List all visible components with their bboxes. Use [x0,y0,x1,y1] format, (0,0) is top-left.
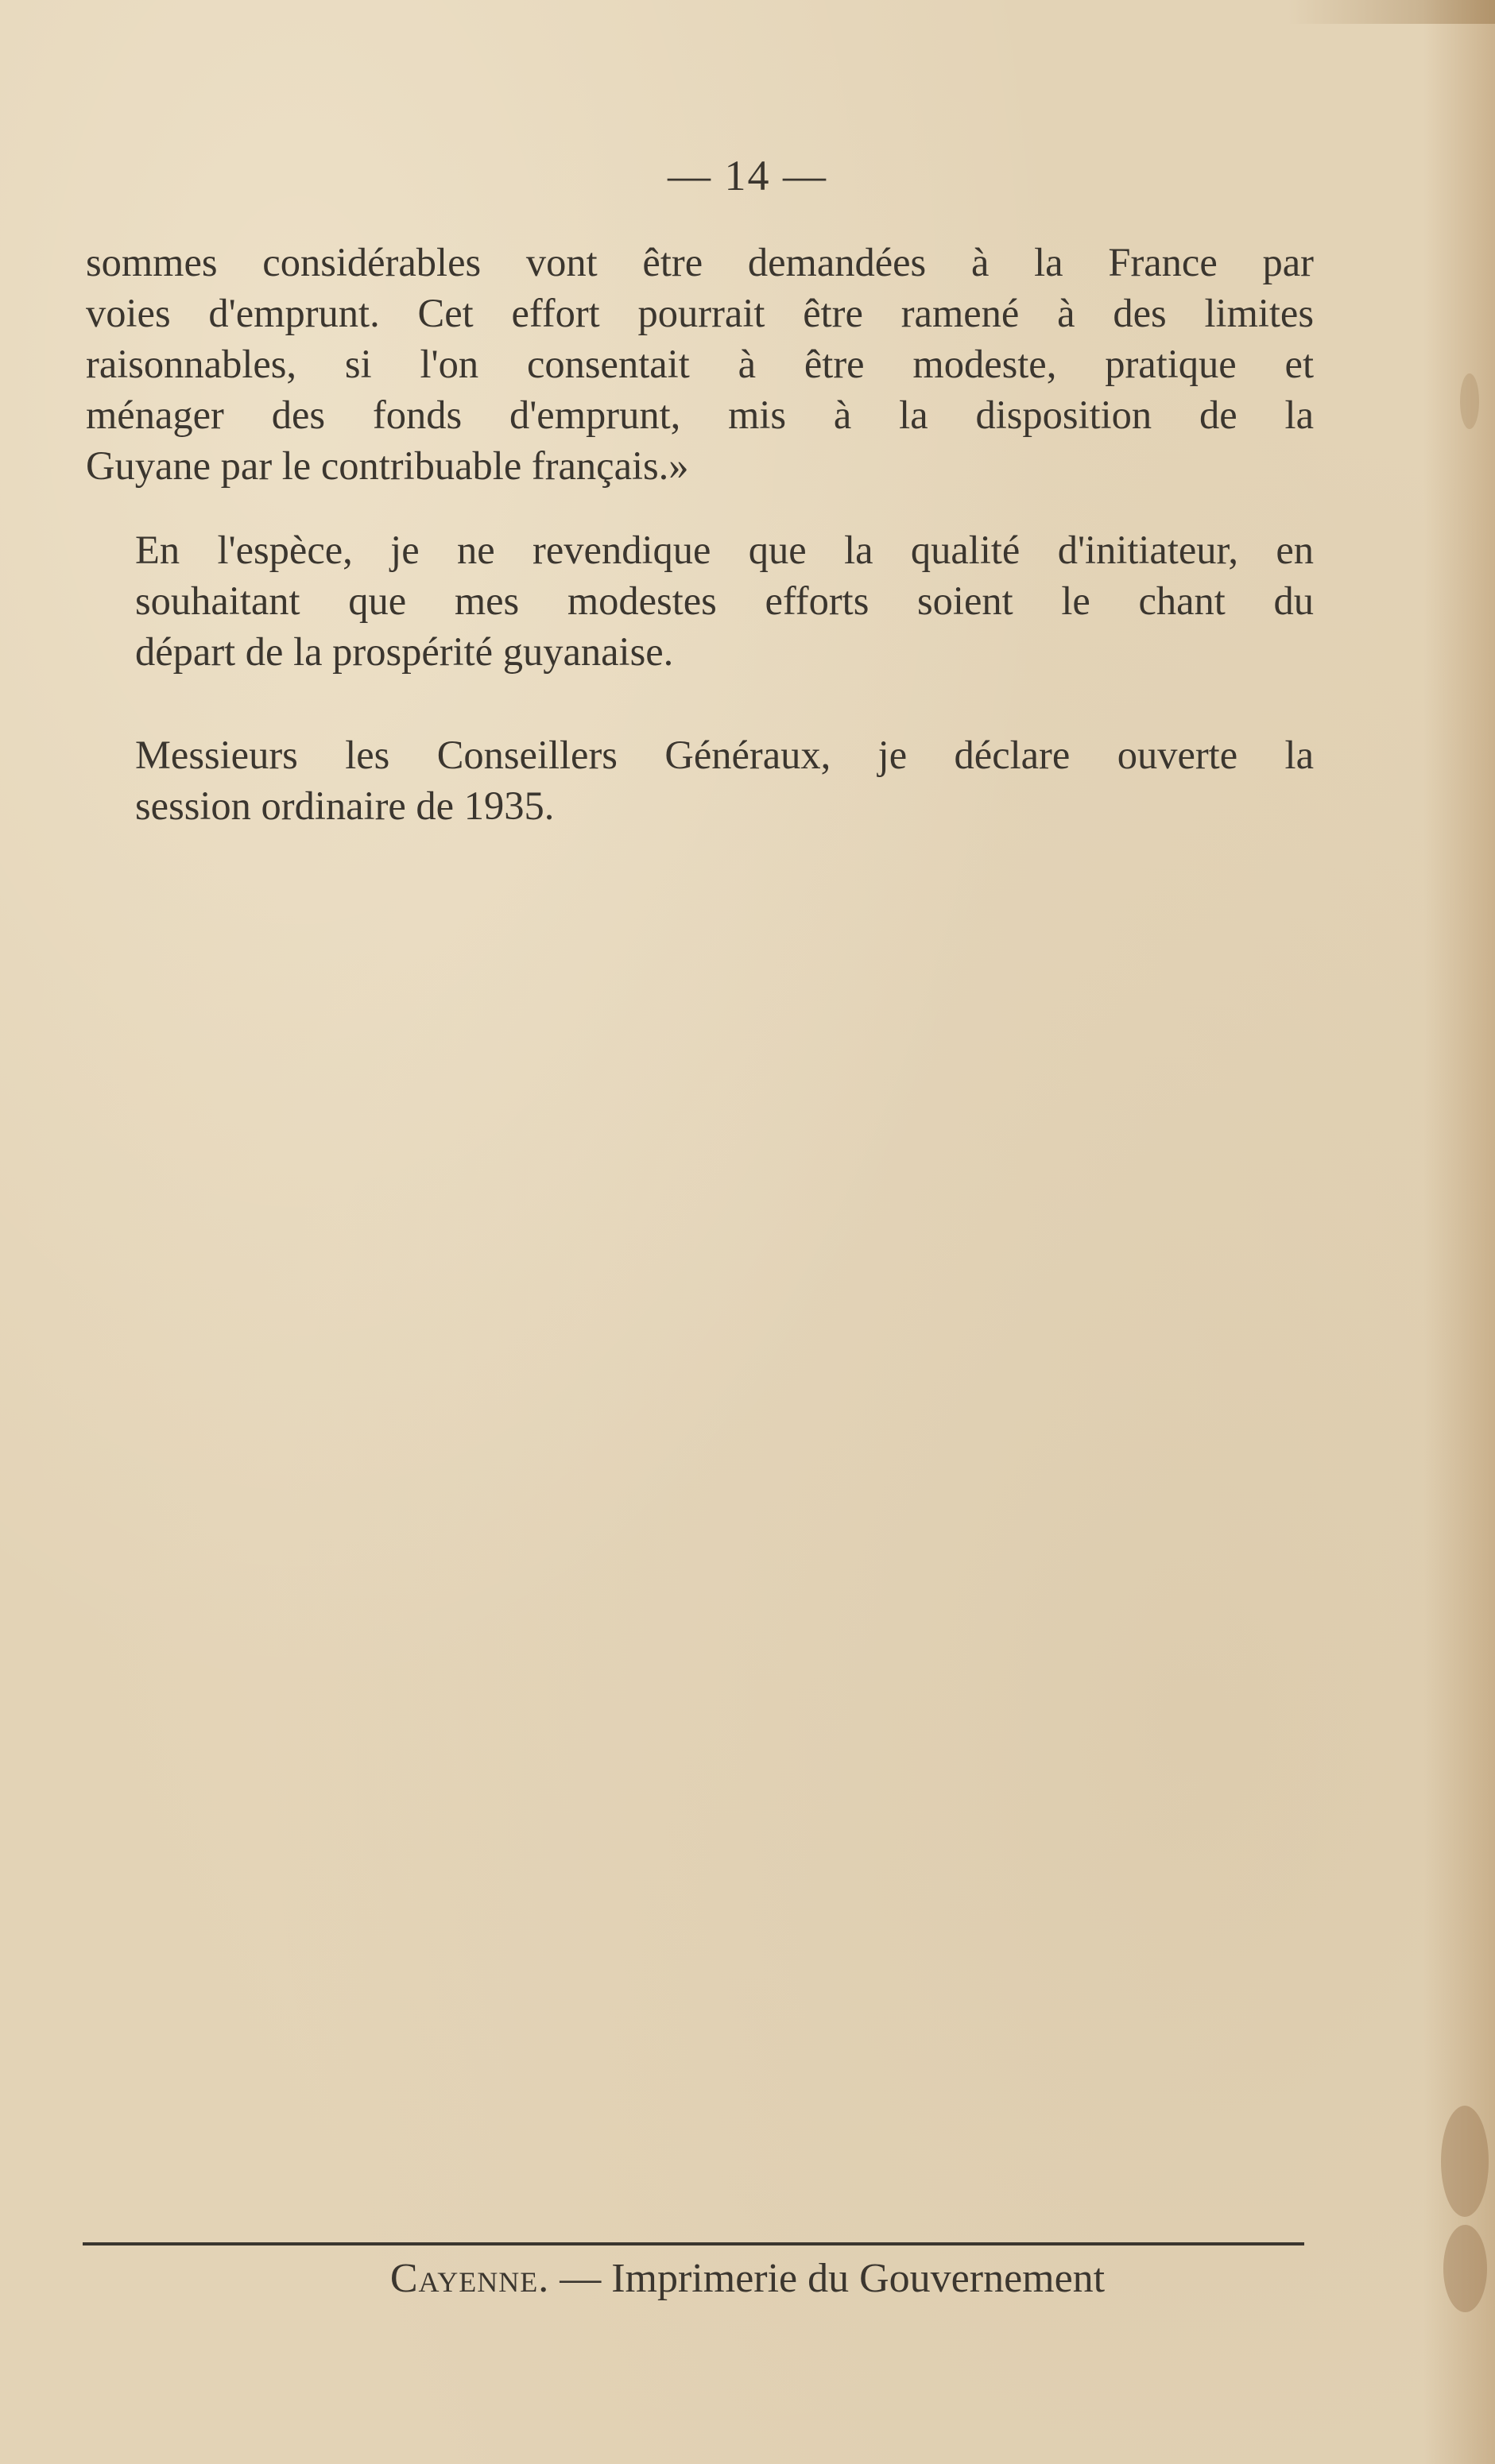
paper-edge-stain [1423,0,1495,2464]
imprint-city: Cayenne. [389,2256,550,2301]
printer-imprint [0,2255,1495,2302]
paragraph [86,729,1314,831]
page-number: — 14 — [668,152,827,199]
text-line: souhaitant que mes modestes efforts soient le chant du [135,578,1314,623]
text-line: ménager des fonds d'emprunt, mis à la disposition de la [86,393,1314,437]
text-line: raisonnables, si l'on consentait à être modeste, pratique et [86,342,1314,386]
ink-stain [1441,2106,1489,2217]
text-line: session ordinaire de 1935. [135,783,555,828]
text-line: sommes considérables vont être demandées à la France par [86,240,1314,284]
ink-stain [1460,373,1479,429]
paragraph [86,524,1314,677]
text-line: voies d'emprunt. Cet effort pourrait être ramené à des limites [86,291,1314,335]
text-line: départ de la prospérité guyanaise. [135,629,674,674]
paper-corner-stain [1288,0,1495,24]
text-line: Messieurs les Conseillers Généraux, je déclare ouverte la [135,733,1314,777]
paragraph [86,237,1314,491]
text-line: Guyane par le contribuable français.» [86,443,689,488]
imprint-printer: Imprimerie du Gouvernement [611,2256,1106,2301]
imprint-separator: — [549,2256,612,2301]
footer-rule [83,2242,1304,2245]
text-line: En l'espèce, je ne revendique que la qualité d'initiateur, en [135,528,1314,572]
